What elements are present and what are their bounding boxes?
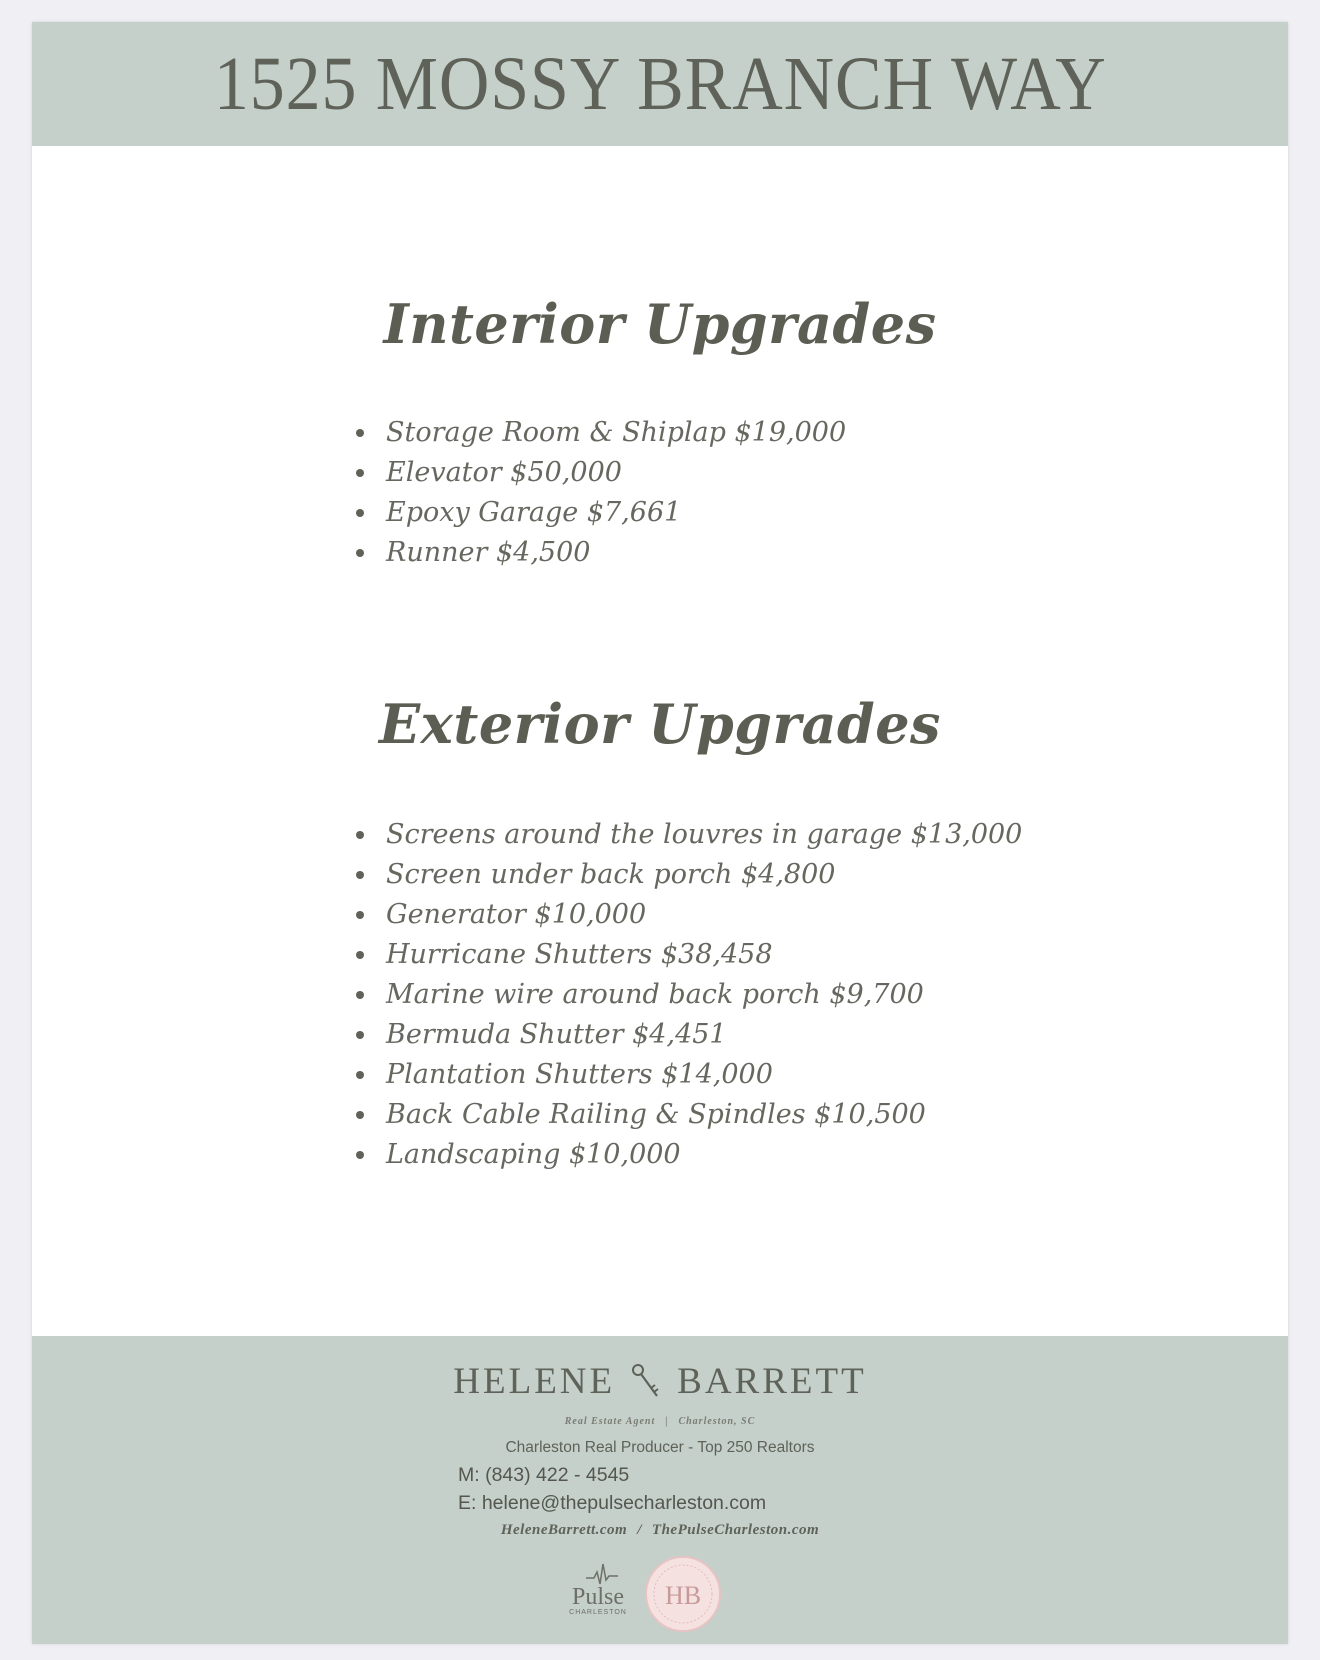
list-item <box>354 815 1022 855</box>
seal-monogram: HB <box>664 1581 702 1610</box>
interior-upgrades-list <box>354 413 846 573</box>
list-item <box>354 1015 1022 1055</box>
list-item <box>354 1095 1022 1135</box>
key-icon <box>629 1362 663 1402</box>
bullet-icon <box>356 911 364 919</box>
bullet-icon <box>356 991 364 999</box>
bullet-icon <box>356 1031 364 1039</box>
interior-upgrades-title: Interior Upgrades <box>383 292 937 356</box>
list-item-text: Screen under back porch $4,800 <box>386 859 836 890</box>
list-item-text: Landscaping $10,000 <box>386 1139 681 1170</box>
list-item <box>354 935 1022 975</box>
bullet-icon <box>356 951 364 959</box>
header-band <box>32 22 1288 146</box>
exterior-upgrades-list <box>354 815 1022 1175</box>
tagline-location: Charleston, SC <box>678 1416 756 1427</box>
pulse-logo <box>562 1554 642 1634</box>
agent-tagline <box>32 1416 1288 1427</box>
list-item-text: Epoxy Garage $7,661 <box>386 497 682 528</box>
exterior-upgrades-title: Exterior Upgrades <box>379 692 941 756</box>
list-item-text: Marine wire around back porch $9,700 <box>386 979 924 1010</box>
bullet-icon <box>356 509 364 517</box>
tagline-role: Real Estate Agent <box>564 1416 656 1427</box>
brand-first-name: HELENE <box>453 1361 616 1402</box>
list-item-text: Elevator $50,000 <box>386 457 622 488</box>
bullet-icon <box>356 1111 364 1119</box>
list-item <box>354 1135 1022 1175</box>
flyer-page <box>32 22 1288 1644</box>
list-item <box>354 975 1022 1015</box>
producer-credential: Charleston Real Producer - Top 250 Realtors <box>505 1439 815 1456</box>
footer-band <box>32 1336 1288 1644</box>
phone-number[interactable]: M: (843) 422 - 4545 <box>458 1464 630 1486</box>
list-item-text: Storage Room & Shiplap $19,000 <box>386 417 847 448</box>
logos-row <box>562 1554 762 1634</box>
pulse-logo-subtext: CHARLESTON <box>569 1609 627 1616</box>
website-separator: / <box>637 1522 642 1538</box>
list-item <box>354 1055 1022 1095</box>
bullet-icon <box>356 429 364 437</box>
property-address: 1525 MOSSY BRANCH WAY <box>213 42 1107 126</box>
list-item-text: Runner $4,500 <box>386 537 591 568</box>
bullet-icon <box>356 469 364 477</box>
pulse-logo-text: Pulse <box>571 1584 625 1610</box>
website-link-pulse[interactable]: ThePulseCharleston.com <box>651 1522 820 1538</box>
list-item-text: Back Cable Railing & Spindles $10,500 <box>386 1099 926 1130</box>
hb-seal-icon <box>643 1556 723 1636</box>
list-item <box>354 533 846 573</box>
list-item <box>354 895 1022 935</box>
bullet-icon <box>356 831 364 839</box>
brand-last-name: BARRETT <box>677 1361 867 1402</box>
bullet-icon <box>356 549 364 557</box>
websites-line <box>32 1522 1288 1539</box>
list-item-text: Screens around the louvres in garage $13,000 <box>386 819 1023 850</box>
tagline-separator: | <box>665 1416 669 1427</box>
list-item <box>354 855 1022 895</box>
email-address[interactable]: E: helene@thepulsecharleston.com <box>458 1492 767 1514</box>
heartbeat-icon <box>586 1564 618 1584</box>
bullet-icon <box>356 1151 364 1159</box>
bullet-icon <box>356 1071 364 1079</box>
list-item <box>354 413 846 453</box>
list-item-text: Hurricane Shutters $38,458 <box>386 939 773 970</box>
agent-brand <box>32 1360 1288 1403</box>
website-link-helene[interactable]: HeleneBarrett.com <box>500 1522 628 1538</box>
list-item <box>354 493 846 533</box>
list-item-text: Plantation Shutters $14,000 <box>386 1059 773 1090</box>
list-item <box>354 453 846 493</box>
list-item-text: Generator $10,000 <box>386 899 647 930</box>
list-item-text: Bermuda Shutter $4,451 <box>386 1019 727 1050</box>
bullet-icon <box>356 871 364 879</box>
